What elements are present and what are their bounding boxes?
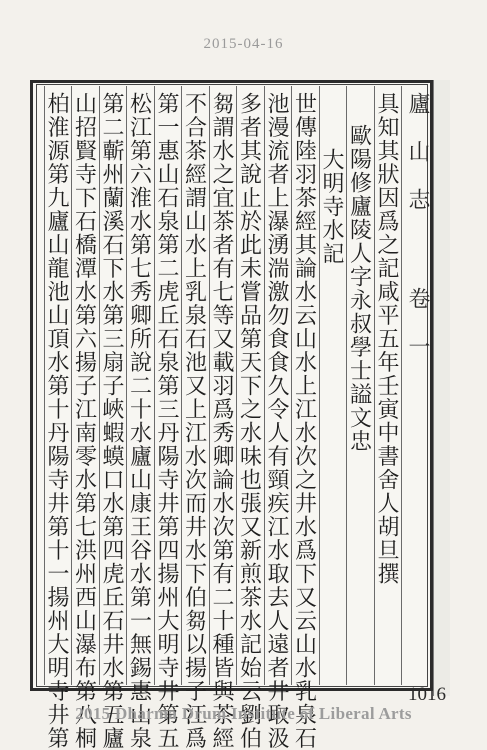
text-column-11: 第二蘄州蘭溪石下水第三扇子峽蝦蟆口水第四虎丘石井水第五廬 bbox=[99, 92, 124, 750]
column-rule bbox=[71, 86, 72, 685]
text-column-6: 多者其說止於此未嘗品第天下之水味也張又新煎茶水記始云劉伯 bbox=[236, 92, 262, 750]
text-column-5: 池漫流者上瀑湧湍激勿食食久令人有頸疾江水取去人遠者井取汲 bbox=[264, 92, 289, 750]
column-rule bbox=[126, 86, 127, 685]
column-rule bbox=[99, 86, 100, 685]
column-rule bbox=[154, 86, 155, 685]
watermark: 2015 Dharma Drum Institute of Liberal Arts bbox=[75, 704, 412, 723]
column-rule bbox=[264, 86, 265, 685]
text-column-12: 山招賢寺下石橋潭水第六揚子江南零水第七洪州西山瀑布第八桐 bbox=[71, 92, 97, 750]
column-rule bbox=[44, 86, 45, 685]
text-column-2: 歐陽修廬陵人字永叔學士謚文忠 bbox=[346, 124, 372, 453]
text-column-4: 世傳陸羽茶經其論水云山水上江水次之井水爲下又云山水乳泉石 bbox=[291, 92, 317, 750]
text-column-8: 不合茶經謂山水上乳泉石池又上江水次而井水下伯芻以揚子江爲 bbox=[181, 92, 207, 750]
text-column-1: 具知其狀因爲之記咸平五年壬寅中書舍人胡旦撰 bbox=[374, 92, 399, 586]
column-rule bbox=[209, 86, 210, 685]
page-edge bbox=[433, 80, 450, 696]
text-column-3: 大明寺水記 bbox=[319, 148, 344, 266]
text-column-9: 第一惠山石泉第二虎丘石泉第三丹陽寺井第四揚州大明寺井第五 bbox=[154, 92, 179, 750]
column-rule bbox=[181, 86, 182, 685]
column-rule bbox=[374, 86, 375, 685]
column-rule bbox=[319, 86, 320, 685]
scan-date: 2015-04-16 bbox=[203, 36, 284, 52]
book-title-margin: 廬山志 卷一 bbox=[405, 92, 430, 383]
column-rule bbox=[401, 86, 402, 685]
page-number: 1016 bbox=[408, 684, 446, 705]
text-column-10: 松江第六淮水第七秀卿所說二十水廬山康王谷水第一無錫惠山泉 bbox=[126, 92, 152, 750]
column-rule bbox=[291, 86, 292, 685]
text-column-13: 柏淮源第九廬山龍池山頂水第十丹陽寺井第十一揚州大明寺井第 bbox=[44, 92, 69, 750]
text-column-7: 芻謂水之宜茶者有七等又載羽爲秀卿論水次第有二十種皆與茶經 bbox=[209, 92, 234, 750]
column-rule bbox=[346, 86, 347, 685]
column-rule bbox=[236, 86, 237, 685]
